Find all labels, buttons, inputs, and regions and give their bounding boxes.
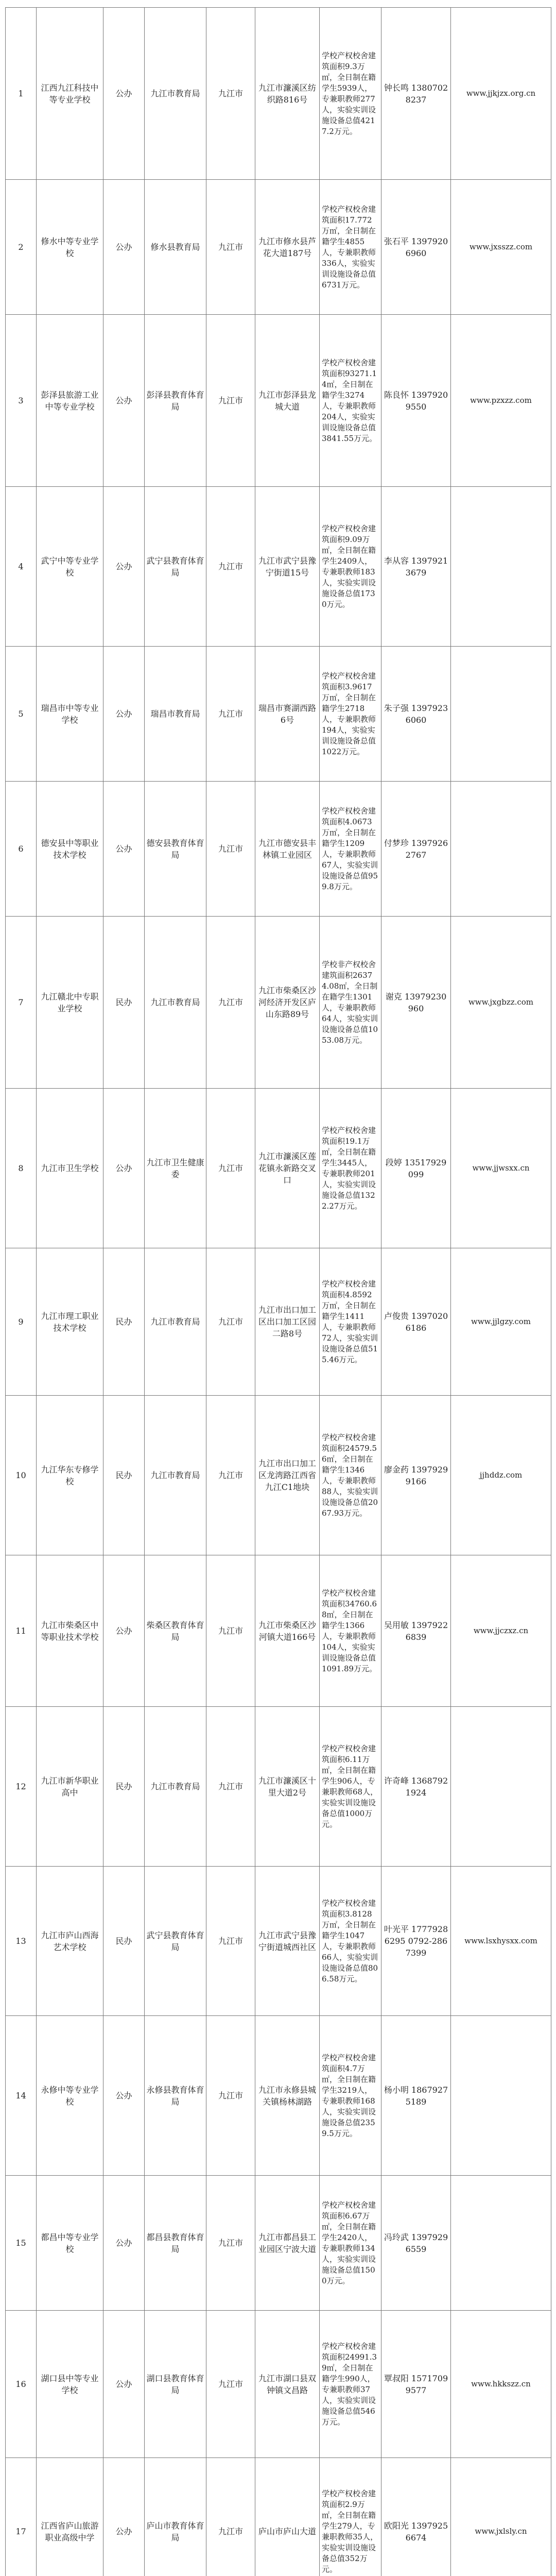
school-facility: 学校产权校舍建筑面积17.772万㎡，全日制在籍学生4855人，专兼职教师336人，实验实训设施设备总值6731万元。: [320, 180, 381, 315]
school-area: 九江市: [206, 782, 255, 917]
school-address: 九江市出口加工区龙湾路江西省九江C1地块: [255, 1396, 320, 1555]
table-row: [6, 1396, 551, 1555]
table-row: [6, 315, 551, 487]
school-type: 民办: [103, 1707, 145, 1867]
school-address: 九江市修水县芦花大道187号: [255, 180, 320, 315]
table-row: [6, 1248, 551, 1396]
school-type: 公办: [103, 1089, 145, 1248]
school-area: 九江市: [206, 1707, 255, 1867]
school-name: 九江市庐山西海艺术学校: [37, 1867, 103, 2016]
supervising-dept: 九江市教育局: [145, 8, 206, 180]
school-contact: 欧阳光 13979256674: [381, 2458, 451, 2576]
school-type: 公办: [103, 782, 145, 917]
table-row: [6, 647, 551, 782]
school-contact: 段婷 13517929099: [381, 1089, 451, 1248]
school-area: 九江市: [206, 315, 255, 487]
school-facility: 学校产权校舍建筑面积19.1万㎡，全日制在籍学生3445人，专兼职教师201人，实验实训设施设备总值1322.27万元。: [320, 1089, 381, 1248]
supervising-dept: 九江市教育局: [145, 917, 206, 1089]
table-row: [6, 487, 551, 647]
table-row: [6, 2016, 551, 2176]
row-number: 3: [6, 315, 37, 487]
school-contact: 钟长鸣 13807028237: [381, 8, 451, 180]
school-facility: 学校产权校舍建筑面积6.11万㎡，全日制在籍学生906人，专兼职教师68人，实验实训设施设备总值1000万元。: [320, 1707, 381, 1867]
school-website: www.pzxzz.com: [451, 315, 551, 487]
school-website: www.jxlsly.cn: [451, 2458, 551, 2576]
school-area: 九江市: [206, 2458, 255, 2576]
school-name: 九江市新华职业高中: [37, 1707, 103, 1867]
school-website: www.lsxhysxx.com: [451, 1867, 551, 2016]
school-website: www.jxsszz.com: [451, 180, 551, 315]
school-facility: 学校产权校舍建筑面积6.67万㎡，全日制在籍学生2420人，专兼职教师134人，实验实训设施设备总值1500万元。: [320, 2176, 381, 2311]
school-type: 公办: [103, 2458, 145, 2576]
supervising-dept: 彭泽县教育体育局: [145, 315, 206, 487]
school-facility: 学校产权校舍建筑面积24579.56㎡，全日制在籍学生1346人，专兼职教师88人，实验实训设施设备总值2067.93万元。: [320, 1396, 381, 1555]
table-row: [6, 2458, 551, 2576]
school-name: 九江市卫生学校: [37, 1089, 103, 1248]
row-number: 16: [6, 2311, 37, 2458]
school-facility: 学校产权校舍建筑面积9.09万㎡，全日制在籍学生2409人，专兼职教师183人，实验实训设施设备总值1730万元。: [320, 487, 381, 647]
school-website: www.jjlgzy.com: [451, 1248, 551, 1396]
school-website: www.jjczxz.cn: [451, 1555, 551, 1707]
school-contact: 许奇峰 13687921924: [381, 1707, 451, 1867]
school-website: [451, 647, 551, 782]
school-website: [451, 2016, 551, 2176]
supervising-dept: 都昌县教育体育局: [145, 2176, 206, 2311]
school-facility: 学校产权校舍建筑面积2.9万㎡，全日制在籍学生279人，专兼职教师35人，实验实训设施设备总值352万元。: [320, 2458, 381, 2576]
school-contact: 杨小明 18679275189: [381, 2016, 451, 2176]
table-row: [6, 8, 551, 180]
row-number: 9: [6, 1248, 37, 1396]
row-number: 8: [6, 1089, 37, 1248]
school-area: 九江市: [206, 1867, 255, 2016]
school-area: 九江市: [206, 917, 255, 1089]
school-website: www.jjwsxx.cn: [451, 1089, 551, 1248]
school-address: 瑞昌市赛湖西路6号: [255, 647, 320, 782]
school-name: 九江赣北中专职业学校: [37, 917, 103, 1089]
table-row: [6, 1089, 551, 1248]
supervising-dept: 柴桑区教育体育局: [145, 1555, 206, 1707]
school-website: www.jxgbzz.com: [451, 917, 551, 1089]
row-number: 7: [6, 917, 37, 1089]
school-name: 江西省庐山旅游职业高级中学: [37, 2458, 103, 2576]
school-area: 九江市: [206, 487, 255, 647]
table-row: [6, 782, 551, 917]
school-facility: 学校产权校舍建筑面积4.7万㎡，全日制在籍学生3219人，专兼职教师168人，实验实训设施设备总值2359.5万元。: [320, 2016, 381, 2176]
school-name: 德安县中等职业技术学校: [37, 782, 103, 917]
school-table: [5, 7, 551, 2576]
row-number: 4: [6, 487, 37, 647]
school-name: 九江市柴桑区中等职业技术学校: [37, 1555, 103, 1707]
school-type: 公办: [103, 8, 145, 180]
school-facility: 学校产权校舍建筑面积3.9617万㎡，全日制在籍学生2718人，专兼职教师194人，实验实训设施设备总值1022万元。: [320, 647, 381, 782]
school-list-sheet: [5, 7, 551, 2576]
school-type: 公办: [103, 2311, 145, 2458]
school-contact: 朱子强 13979236060: [381, 647, 451, 782]
row-number: 2: [6, 180, 37, 315]
row-number: 10: [6, 1396, 37, 1555]
school-name: 九江华东专修学校: [37, 1396, 103, 1555]
school-name: 湖口县中等专业学校: [37, 2311, 103, 2458]
supervising-dept: 武宁县教育体育局: [145, 487, 206, 647]
school-website: www.jjkjzx.org.cn: [451, 8, 551, 180]
table-row: [6, 1707, 551, 1867]
supervising-dept: 德安县教育体育局: [145, 782, 206, 917]
supervising-dept: 庐山市教育体育局: [145, 2458, 206, 2576]
school-type: 公办: [103, 2176, 145, 2311]
row-number: 11: [6, 1555, 37, 1707]
school-name: 彭泽县旅游工业中等专业学校: [37, 315, 103, 487]
school-address: 九江市彭泽县龙城大道: [255, 315, 320, 487]
school-contact: 叶光平 17779286295 0792-2867399: [381, 1867, 451, 2016]
school-name: 武宁中等专业学校: [37, 487, 103, 647]
school-address: 庐山市庐山大道: [255, 2458, 320, 2576]
school-contact: 冯玲武 13979296559: [381, 2176, 451, 2311]
supervising-dept: 永修县教育体育局: [145, 2016, 206, 2176]
school-contact: 付梦珍 13979262767: [381, 782, 451, 917]
school-name: 修水中等专业学校: [37, 180, 103, 315]
row-number: 1: [6, 8, 37, 180]
school-address: 九江市德安县丰林镇工业园区: [255, 782, 320, 917]
school-contact: 谢克 13979230960: [381, 917, 451, 1089]
school-website: www.hkkszz.cn: [451, 2311, 551, 2458]
school-address: 九江市武宁县豫宁街道城西社区: [255, 1867, 320, 2016]
school-name: 江西九江科技中等专业学校: [37, 8, 103, 180]
school-name: 都昌中等专业学校: [37, 2176, 103, 2311]
school-address: 九江市出口加工区出口加工区园二路8号: [255, 1248, 320, 1396]
school-contact: 卢俊贵 13970206186: [381, 1248, 451, 1396]
school-area: 九江市: [206, 2176, 255, 2311]
school-area: 九江市: [206, 8, 255, 180]
school-facility: 学校产权校舍建筑面积3.8128万㎡，全日制在籍学生1047人，专兼职教师66人，实验实训设施设备总值806.58万元。: [320, 1867, 381, 2016]
school-website: jjhddz.com: [451, 1396, 551, 1555]
school-address: 九江市永修县城关镇杨林湖路: [255, 2016, 320, 2176]
school-website: [451, 782, 551, 917]
school-address: 九江市濂溪区莲花镇永新路交叉口: [255, 1089, 320, 1248]
table-row: [6, 2176, 551, 2311]
school-website: [451, 487, 551, 647]
supervising-dept: 修水县教育局: [145, 180, 206, 315]
row-number: 15: [6, 2176, 37, 2311]
school-facility: 学校非产权校舍建筑面积26374.08㎡，全日制在籍学生1301人，专兼职教师64人，实验实训设施设备总值1053.08万元。: [320, 917, 381, 1089]
supervising-dept: 武宁县教育体育局: [145, 1867, 206, 2016]
supervising-dept: 九江市教育局: [145, 1396, 206, 1555]
supervising-dept: 九江市教育局: [145, 1248, 206, 1396]
school-type: 民办: [103, 1867, 145, 2016]
table-row: [6, 2311, 551, 2458]
table-row: [6, 1555, 551, 1707]
school-area: 九江市: [206, 1396, 255, 1555]
school-name: 瑞昌市中等专业学校: [37, 647, 103, 782]
school-area: 九江市: [206, 2311, 255, 2458]
row-number: 14: [6, 2016, 37, 2176]
school-area: 九江市: [206, 180, 255, 315]
school-type: 民办: [103, 1248, 145, 1396]
school-contact: 吴用敏 13979226839: [381, 1555, 451, 1707]
school-facility: 学校产权校舍建筑面积4.8592万㎡，全日制在籍学生1411人，专兼职教师72人，实验实训设施设备总值515.46万元。: [320, 1248, 381, 1396]
table-row: [6, 917, 551, 1089]
table-row: [6, 180, 551, 315]
school-address: 九江市都昌县工业园区宁波大道: [255, 2176, 320, 2311]
school-facility: 学校产权校舍建筑面积24991.39㎡，全日制在籍学生990人，专兼职教师37人，实验实训设施设备总值546万元。: [320, 2311, 381, 2458]
school-type: 民办: [103, 917, 145, 1089]
school-name: 九江市理工职业技术学校: [37, 1248, 103, 1396]
school-facility: 学校产权校舍建筑面积93271.14㎡，全日制在籍学生3274人，专兼职教师204人，实验实训设施设备总值3841.55万元。: [320, 315, 381, 487]
row-number: 5: [6, 647, 37, 782]
supervising-dept: 九江市教育局: [145, 1707, 206, 1867]
school-contact: 覃叔阳 15717099577: [381, 2311, 451, 2458]
school-area: 九江市: [206, 1248, 255, 1396]
school-address: 九江市濂溪区十里大道2号: [255, 1707, 320, 1867]
school-website: [451, 2176, 551, 2311]
supervising-dept: 湖口县教育体育局: [145, 2311, 206, 2458]
school-area: 九江市: [206, 647, 255, 782]
school-type: 公办: [103, 180, 145, 315]
school-contact: 廖金药 13979299166: [381, 1396, 451, 1555]
school-website: [451, 1707, 551, 1867]
school-facility: 学校产权校舍建筑面积9.3万㎡，全日制在籍学生5939人，专兼职教师277人，实验实训设施设备总值4217.2万元。: [320, 8, 381, 180]
school-address: 九江市武宁县豫宁街道15号: [255, 487, 320, 647]
supervising-dept: 瑞昌市教育局: [145, 647, 206, 782]
supervising-dept: 九江市卫生健康委: [145, 1089, 206, 1248]
table-row: [6, 1867, 551, 2016]
row-number: 6: [6, 782, 37, 917]
school-name: 永修中等专业学校: [37, 2016, 103, 2176]
school-area: 九江市: [206, 1555, 255, 1707]
school-address: 九江市柴桑区沙河镇大道166号: [255, 1555, 320, 1707]
school-type: 公办: [103, 2016, 145, 2176]
school-type: 民办: [103, 1396, 145, 1555]
school-contact: 陈良怀 13979209550: [381, 315, 451, 487]
school-type: 公办: [103, 487, 145, 647]
school-type: 公办: [103, 647, 145, 782]
school-type: 公办: [103, 1555, 145, 1707]
school-contact: 张石平 13979206960: [381, 180, 451, 315]
school-contact: 李从容 13979213679: [381, 487, 451, 647]
row-number: 12: [6, 1707, 37, 1867]
school-address: 九江市濂溪区纺织路816号: [255, 8, 320, 180]
school-area: 九江市: [206, 2016, 255, 2176]
school-facility: 学校产权校舍建筑面积34760.68㎡，全日制在籍学生1366人，专兼职教师104人，实验实训设施设备总值1091.89万元。: [320, 1555, 381, 1707]
school-facility: 学校产权校舍建筑面积4.0673万㎡，全日制在籍学生1209人，专兼职教师67人，实验实训设施设备总值959.8万元。: [320, 782, 381, 917]
school-address: 九江市柴桑区沙河经济开发区庐山东路89号: [255, 917, 320, 1089]
school-type: 公办: [103, 315, 145, 487]
school-area: 九江市: [206, 1089, 255, 1248]
row-number: 13: [6, 1867, 37, 2016]
row-number: 17: [6, 2458, 37, 2576]
school-address: 九江市湖口县双钟镇文昌路: [255, 2311, 320, 2458]
